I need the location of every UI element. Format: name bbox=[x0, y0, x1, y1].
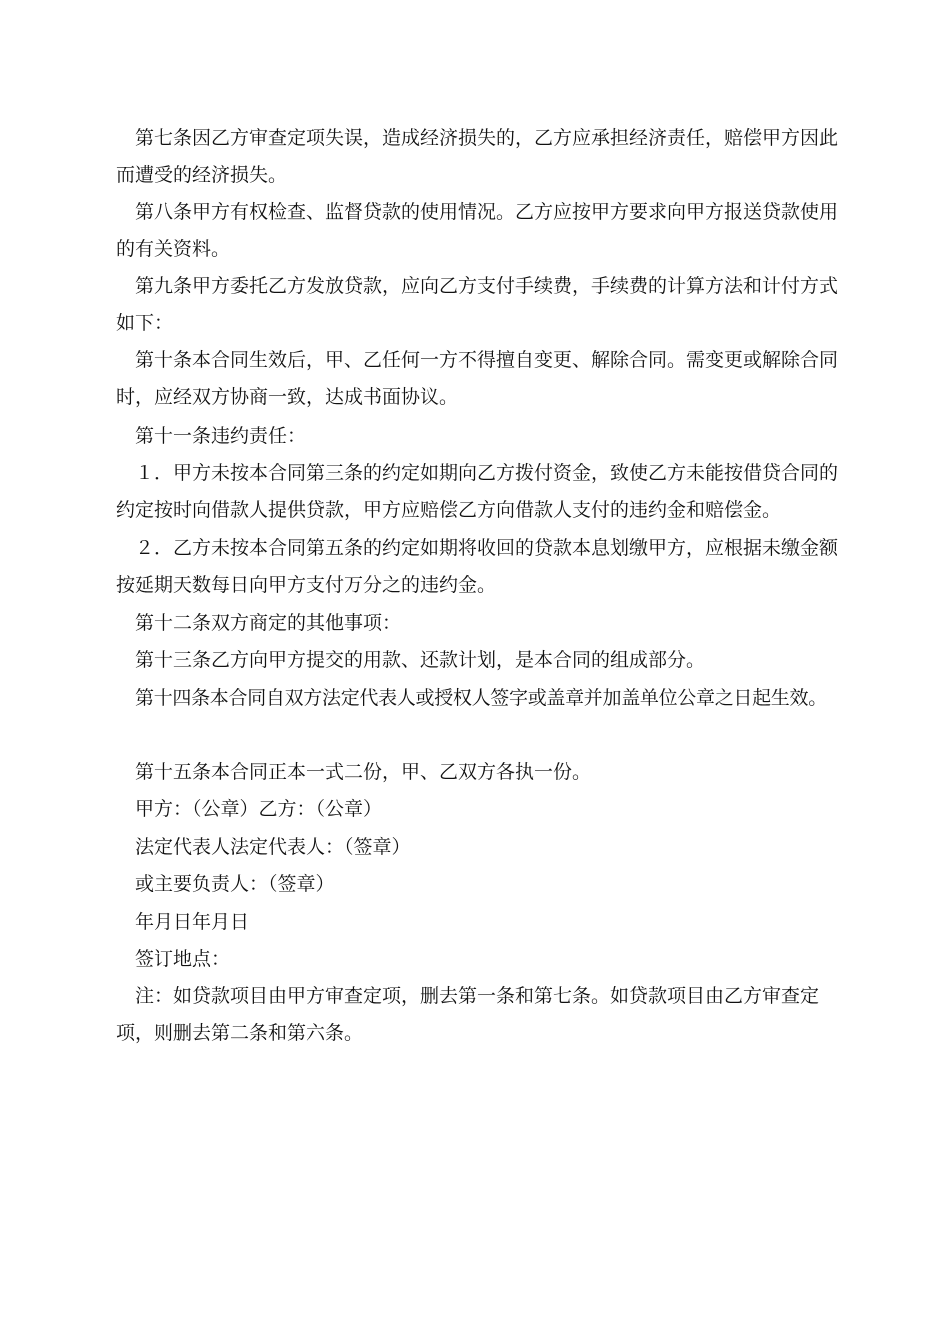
clause-12: 第十二条双方商定的其他事项： bbox=[135, 612, 402, 634]
clause-8: 第八条甲方有权检查、监督贷款的使用情况。乙方应按甲方要求向甲方报送贷款使用的有关资料。 bbox=[116, 201, 839, 260]
note: 注：如贷款项目由甲方审查定项，删去第一条和第七条。如贷款项目由乙方审查定项，则删去第二条和第六条。 bbox=[116, 985, 820, 1044]
clause-13: 第十三条乙方向甲方提交的用款、还款计划，是本合同的组成部分。 bbox=[135, 649, 706, 671]
clause-10: 第十条本合同生效后，甲、乙任何一方不得擅自变更、解除合同。需变更或解除合同时，应经双方协商一致，达成书面协议。 bbox=[116, 349, 839, 408]
clause-11-heading: 第十一条违约责任： bbox=[135, 425, 307, 447]
clause-15: 第十五条本合同正本一式二份，甲、乙双方各执一份。 bbox=[135, 761, 592, 783]
clause-9: 第九条甲方委托乙方发放贷款，应向乙方支付手续费，手续费的计算方法和计付方式如下： bbox=[116, 275, 839, 334]
clause-11-item-1: １．甲方未按本合同第三条的约定如期向乙方拨付资金，致使乙方未能按借贷合同的约定按时向借款人提供贷款，甲方应赔偿乙方向借款人支付的违约金和赔偿金。 bbox=[116, 462, 839, 521]
signature-dates: 年月日年月日 bbox=[135, 911, 250, 933]
signing-place: 签订地点： bbox=[135, 948, 231, 970]
clause-11-item-2: ２．乙方未按本合同第五条的约定如期将收回的贷款本息划缴甲方，应根据未缴金额按延期天数每日向甲方支付万分之的违约金。 bbox=[116, 537, 839, 596]
signature-legal-representatives: 法定代表人法定代表人：（签章） bbox=[135, 836, 411, 858]
signature-party-seals: 甲方：（公章）乙方：（公章） bbox=[135, 798, 383, 820]
clause-14: 第十四条本合同自双方法定代表人或授权人签字或盖章并加盖单位公章之日起生效。 bbox=[135, 687, 827, 709]
clause-7: 第七条因乙方审查定项失误，造成经济损失的，乙方应承担经济责任，赔偿甲方因此而遭受的经济损失。 bbox=[116, 127, 839, 186]
signature-principal: 或主要负责人：（签章） bbox=[135, 873, 335, 895]
